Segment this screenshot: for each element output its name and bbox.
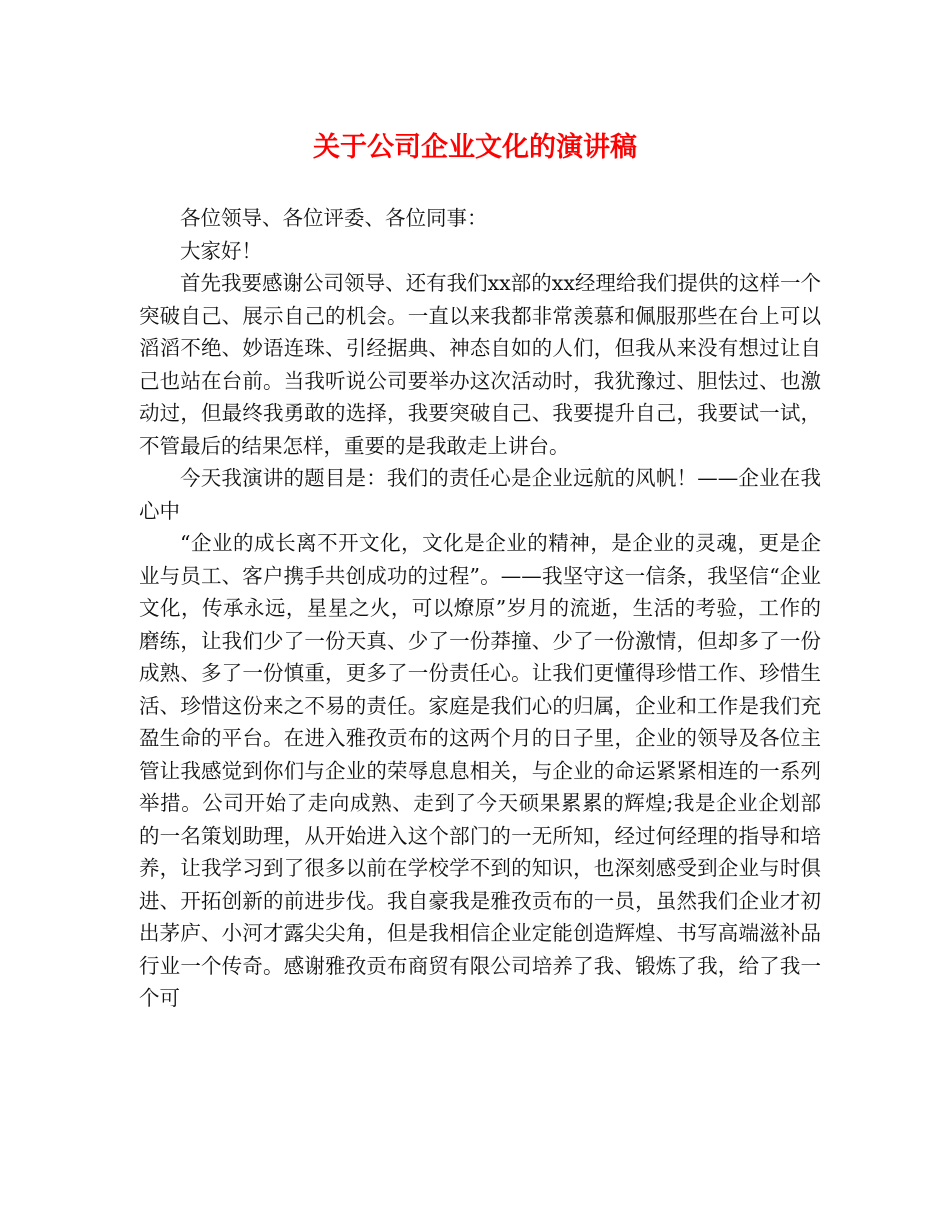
salutation-paragraph: 各位领导、各位评委、各位同事：	[180, 206, 488, 230]
topic-paragraph: 今天我演讲的题目是：我们的责任心是企业远航的风帆！——企业在我心中	[139, 466, 821, 523]
document-title: 关于公司企业文化的演讲稿	[313, 132, 637, 163]
body-paragraph: 首先我要感谢公司领导、还有我们xx部的xx经理给我们提供的这样一个突破自己、展示自己的机会。一直以来我都非常羡慕和佩服那些在台上可以滔滔不绝、妙语连珠、引经据典、神态自如的人们，但我从来没有想过让自己也站在台前。当我听说公司要举办这次活动时，我犹豫过、胆怯过、也激动过，但最终我勇敢的选择，我要突破自己、我要提升自己，我要试一试，不管最后的结果怎样，重要的是我敢走上讲台。	[139, 271, 821, 458]
document-body	[139, 202, 821, 1015]
greeting-paragraph: 大家好！	[180, 238, 262, 263]
body-paragraph: “企业的成长离不开文化，文化是企业的精神，是企业的灵魂，更是企业与员工、客户携手共创成功的过程”。——我坚守这一信条，我坚信“企业文化，传承永远，星星之火，可以燎原”岁月的流逝，生活的考验，工作的磨练，让我们少了一份天真、少了一份莽撞、少了一份激情，但却多了一份成熟、多了一份慎重，更多了一份责任心。让我们更懂得珍惜工作、珍惜生活、珍惜这份来之不易的责任。家庭是我们心的归属，企业和工作是我们充盈生命的平台。在进入雅孜贡布的这两个月的日子里，企业的领导及各位主管让我感觉到你们与企业的荣辱息息相关，与企业的命运紧紧相连的一系列举措。公司开始了走向成熟、走到了今天硕果累累的辉煌;我是企业企划部的一名策划助理，从开始进入这个部门的一无所知，经过何经理的指导和培养，让我学习到了很多以前在学校学不到的知识，也深刻感受到企业与时俱进、开拓创新的前进步伐。我自豪我是雅孜贡布的一员，虽然我们企业才初出茅庐、小河才露尖尖角，但是我相信企业定能创造辉煌、书写高端滋补品行业一个传奇。感谢雅孜贡布商贸有限公司培养了我、锻炼了我，给了我一个可	[139, 531, 821, 1010]
